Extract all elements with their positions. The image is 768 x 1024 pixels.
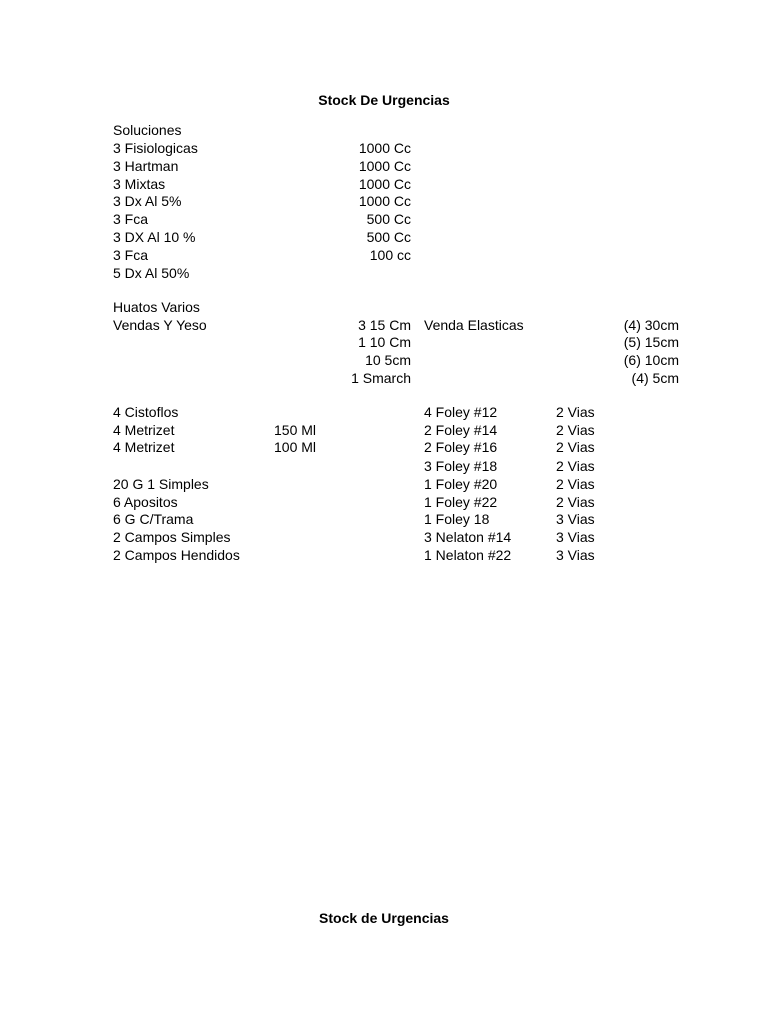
- catheter-vias: 3 Vias: [556, 547, 595, 563]
- misc-item-qty: 100 Ml: [274, 439, 317, 455]
- catheter-name: 2 Foley #14: [424, 422, 498, 438]
- catheter-vias: 2 Vias: [556, 476, 595, 492]
- solucion-qty: 500 Cc: [366, 229, 411, 245]
- misc-item-name: 6 G C/Trama: [113, 511, 194, 527]
- document-title: Stock De Urgencias: [318, 92, 450, 108]
- catheter-name: 2 Foley #16: [424, 439, 498, 455]
- misc-item-name: 4 Metrizet: [113, 422, 175, 438]
- misc-item-name: 4 Metrizet: [113, 439, 175, 455]
- misc-item-name: 2 Campos Hendidos: [113, 547, 240, 563]
- vendas-label: Vendas Y Yeso: [113, 317, 207, 333]
- catheter-name: 1 Foley #20: [424, 476, 498, 492]
- catheter-vias: 2 Vias: [556, 404, 595, 420]
- venda-elastica-size: (4) 30cm: [623, 317, 679, 333]
- solucion-name: 3 DX Al 10 %: [113, 229, 196, 245]
- venda-size: 3 15 Cm: [358, 317, 411, 333]
- solucion-qty: 100 cc: [369, 247, 411, 263]
- catheter-name: 4 Foley #12: [424, 404, 498, 420]
- misc-item-name: 2 Campos Simples: [113, 529, 231, 545]
- venda-size: 10 5cm: [365, 352, 411, 368]
- catheter-vias: 2 Vias: [556, 439, 595, 455]
- solucion-qty: 1000 Cc: [358, 176, 411, 192]
- solucion-name: 3 Dx Al 5%: [113, 193, 182, 209]
- catheter-name: 3 Foley #18: [424, 458, 498, 474]
- next-page-title: Stock de Urgencias: [319, 910, 449, 926]
- solucion-name: 3 Fca: [113, 211, 149, 227]
- catheter-vias: 2 Vias: [556, 494, 595, 510]
- solucion-qty: 1000 Cc: [358, 140, 411, 156]
- catheter-vias: 3 Vias: [556, 511, 595, 527]
- solucion-name: 3 Hartman: [113, 158, 179, 174]
- solucion-qty: 1000 Cc: [358, 158, 411, 174]
- catheter-name: 1 Foley #22: [424, 494, 498, 510]
- misc-item-name: 20 G 1 Simples: [113, 476, 209, 492]
- solucion-name: 3 Fisiologicas: [113, 140, 198, 156]
- misc-item-qty: 150 Ml: [274, 422, 317, 438]
- catheter-vias: 2 Vias: [556, 458, 595, 474]
- solucion-name: 5 Dx Al 50%: [113, 265, 190, 281]
- venda-elastica-size: (6) 10cm: [623, 352, 679, 368]
- venda-elastica-label: Venda Elasticas: [424, 317, 524, 333]
- catheter-name: 1 Nelaton #22: [424, 547, 512, 563]
- venda-elastica-size: (4) 5cm: [631, 370, 679, 386]
- venda-elastica-size: (5) 15cm: [623, 334, 679, 350]
- misc-item-name: 6 Apositos: [113, 494, 178, 510]
- solucion-qty: 1000 Cc: [358, 193, 411, 209]
- catheter-name: 1 Foley 18: [424, 511, 490, 527]
- catheter-vias: 3 Vias: [556, 529, 595, 545]
- solucion-name: 3 Mixtas: [113, 176, 166, 192]
- solucion-name: 3 Fca: [113, 247, 149, 263]
- misc-item-name: 4 Cistoflos: [113, 404, 179, 420]
- section-heading-huatos: Huatos Varios: [113, 299, 200, 315]
- solucion-qty: 500 Cc: [366, 211, 411, 227]
- venda-size: 1 10 Cm: [358, 334, 411, 350]
- catheter-name: 3 Nelaton #14: [424, 529, 512, 545]
- catheter-vias: 2 Vias: [556, 422, 595, 438]
- venda-size: 1 Smarch: [351, 370, 411, 386]
- section-heading-soluciones: Soluciones: [113, 122, 182, 138]
